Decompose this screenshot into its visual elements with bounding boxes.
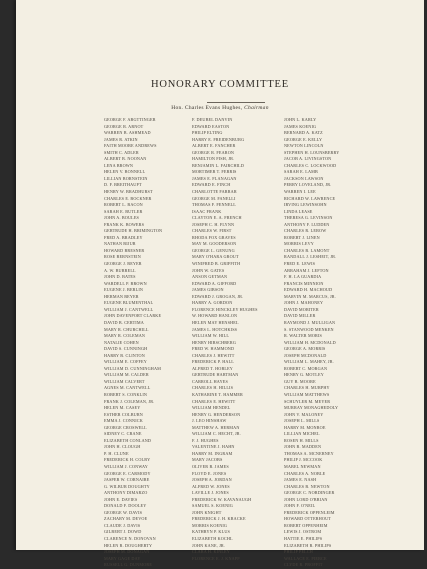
committee-member-name: GEORGE C. NORDINGER — [284, 490, 335, 496]
committee-member-name: LILLIAN MICHEL — [284, 431, 320, 437]
committee-member-name: CHARLES H. HILLIS — [192, 385, 234, 391]
committee-member-name: CHARLES H. MURPHY — [284, 385, 330, 391]
committee-member-name: JAMES E. FLANAGAN — [192, 175, 237, 181]
committee-member-name: EDWARD J. GROGAN, JR. — [192, 293, 244, 299]
committee-member-name: CHARLES E. HEWITT — [192, 398, 236, 404]
chairman-role: Chairman — [244, 105, 269, 111]
committee-member-name: DAVID MORITER — [284, 306, 319, 312]
committee-member-name: LILLIAN BORNSTEIN — [104, 175, 148, 181]
committee-member-name: CLARA H. KINLEY — [192, 549, 230, 555]
committee-member-name: CHARLES C. LOCKWOOD — [284, 162, 337, 168]
committee-member-name: JAMES GIBSON — [192, 287, 224, 293]
committee-member-name: HOWARD OTTERHOUT — [284, 516, 331, 522]
committee-member-name: MORRIS KOENIG — [192, 522, 228, 528]
committee-member-name: FLORENCE HINCKLEY HUGHES — [192, 306, 258, 312]
committee-member-name: FLOYD E. JONES — [192, 470, 227, 476]
committee-member-name: HARRY M. INGRAM — [192, 450, 233, 456]
committee-member-name: JOHN V. MALONEY — [284, 411, 324, 417]
committee-member-name: JOSEPH L. MILLS — [284, 418, 320, 424]
committee-member-name: DAVID B. CERTIMA — [104, 319, 144, 325]
committee-member-name: FRANCIS MINNION — [284, 280, 324, 286]
committee-member-name: JOHN LORD O'BRIAN — [284, 496, 328, 502]
committee-member-name: WILLIAM D. CUNNINGHAM — [104, 365, 161, 371]
committee-member-name: WALLACE E. PIERCE — [284, 555, 327, 561]
committee-member-name: SMITH C. ADLER — [104, 149, 139, 155]
committee-member-name: MARY GAGE DAY — [104, 555, 141, 561]
committee-member-name: JACKSON LAWSON — [284, 175, 324, 181]
committee-member-name: GERTRUDE HARTMAN — [192, 372, 239, 378]
committee-member-name: CHARLES R. LEROW — [284, 228, 327, 234]
committee-member-name: A. W. BURRELL — [104, 267, 136, 273]
committee-member-name: ROSEN H. MILLS — [284, 437, 319, 443]
committee-member-name: BENJAMIN L. FAIRCHILD — [192, 162, 245, 168]
committee-member-name: PHILIP ELTING — [192, 130, 223, 136]
committee-member-name: HENRY HIRSCHBERG — [192, 339, 237, 345]
committee-member-name: ABRAHAM J. LEFTON — [284, 267, 329, 273]
committee-member-name: CHARLES J. HEWITT — [192, 352, 235, 358]
committee-member-name: NATHAN BIJUR — [104, 241, 136, 247]
committee-member-name: JOHN DAVENPORT CLARKE — [104, 313, 162, 319]
committee-member-name: MAY M. GOODERSON — [192, 241, 237, 247]
committee-member-name: PERRY LOVELAND, JR. — [284, 182, 332, 188]
committee-member-name: JACOB A. LIVINGSTON — [284, 156, 332, 162]
committee-member-name: EDWARD H. MACHOUD — [284, 287, 333, 293]
committee-member-name: MORTIMER T. FERRIS — [192, 169, 237, 175]
committee-member-name: SIDNEY C. CRANE — [104, 431, 142, 437]
committee-member-name: MARY R. CHURCHILL — [104, 326, 149, 332]
committee-member-name: RANDALL J. LESHEIT, JR. — [284, 254, 337, 260]
committee-member-name: CHARLES B. NEWTON — [284, 483, 330, 489]
committee-member-name: ISAAC FRANK — [192, 208, 222, 214]
committee-member-name: ESTHER COLBURN — [104, 411, 143, 417]
name-column-2 — [192, 117, 258, 562]
committee-member-name: MARVIN M. MARCUS, JR. — [284, 293, 336, 299]
committee-member-name: MABEL NEWMAN — [284, 463, 321, 469]
committee-member-name: JOHN KNIGHT — [192, 509, 222, 515]
committee-member-name: KATHARINE T. HAMMER — [192, 391, 243, 397]
committee-member-name: D. F. BREITHAUPT — [104, 182, 142, 188]
committee-member-name: ANTHONY DIMARZO — [104, 490, 148, 496]
committee-member-name: HOWARD BRESNER — [104, 247, 145, 253]
committee-member-name: ROBERT J. LINEN — [284, 234, 320, 240]
committee-member-name: WARREN B. ASHMEAD — [104, 130, 151, 136]
committee-member-name: JAMES E. NASH — [284, 477, 317, 483]
committee-member-name: THERESA G. LEVINSON — [284, 215, 333, 221]
committee-member-name: GEORGE R. ARNOT — [104, 123, 144, 129]
committee-member-name: RICHARD W. LAWRENCE — [284, 195, 336, 201]
committee-member-name: R. WALTER MORIS — [284, 333, 322, 339]
committee-member-name: MATTHEW A. HERMAN — [192, 424, 240, 430]
committee-member-name: JOSEPH A. JORDAN — [192, 477, 232, 483]
committee-member-name: JAMES L. HOTCHKISS — [192, 326, 238, 332]
committee-member-name: SARAH E. LAMB — [284, 169, 318, 175]
committee-member-name: MARY JACOBS — [192, 457, 223, 463]
committee-member-name: GUY B. MOORE — [284, 378, 316, 384]
committee-member-name: WILLIAM J. CONWAY — [104, 463, 148, 469]
committee-member-name: VALENTINE J. HAHN — [192, 444, 235, 450]
committee-member-name: EUGENE BLUMENTHAL — [104, 300, 154, 306]
committee-member-name: DONALD F. DOOLEY — [104, 503, 147, 509]
committee-member-name: THOMAS F. FENNELL — [192, 202, 236, 208]
committee-member-name: WILLIAM L. MAHEY, JR. — [284, 359, 334, 365]
committee-member-name: GEORGE E. KELLY — [284, 136, 323, 142]
committee-member-name: MARY O'HARA GROUT — [192, 254, 239, 260]
committee-member-name: CLAUDE J. DAVIS — [104, 522, 141, 528]
committee-member-name: HELEN V. BONNELL — [104, 169, 146, 175]
committee-member-name: CARROLL HAYES — [192, 378, 228, 384]
committee-member-name: GEORGE E. CARMODY — [104, 470, 151, 476]
committee-member-name: EDWARD E. FINCH — [192, 182, 231, 188]
committee-member-name: RAYMOND J. MULLIGAN — [284, 319, 336, 325]
committee-member-name: CLYDE R. PROFFIT — [284, 562, 323, 568]
committee-member-name: HENRY G. MOTLEY — [284, 372, 324, 378]
committee-member-name: KATHRYN P. KLUS — [192, 529, 230, 535]
committee-member-name: GEORGE R. FEARON — [192, 149, 235, 155]
committee-member-name: FRANK K. BOWERS — [104, 221, 145, 227]
committee-member-name: MORRIS LEVY — [284, 241, 314, 247]
committee-member-name: HERMAN BEYER — [104, 293, 139, 299]
committee-member-name: RHODA FOX GRAVES — [192, 234, 236, 240]
committee-member-name: ROBERT S. CONKLIN — [104, 391, 148, 397]
committee-member-name: SAMUEL S. KOENIG — [192, 503, 233, 509]
committee-member-name: LEWIS J. OSTROM — [284, 529, 322, 535]
committee-member-name: WARDELL P. BROWN — [104, 280, 147, 286]
committee-member-name: FRED W. HAMMOND — [192, 346, 235, 352]
committee-member-name: JOHN H. CLOUGH — [104, 444, 141, 450]
committee-member-name: GEORGE A. MORRIS — [284, 346, 326, 352]
committee-member-name: GERTRUDE H. BRIMINGTON — [104, 228, 163, 234]
page-title: HONORARY COMMITTEE — [151, 79, 289, 90]
committee-member-name: ALBERT E. FANCHER — [192, 143, 236, 149]
committee-member-name: ALBERT B. NOONAN — [104, 156, 147, 162]
committee-member-name: HARRY E. FREIDENBURG — [192, 136, 245, 142]
committee-member-name: JOHN J. MAHONEY — [284, 300, 324, 306]
committee-member-name: HARRY M. MONROE — [284, 424, 326, 430]
title-divider — [207, 102, 265, 103]
committee-member-name: LINDA LEASE — [284, 208, 313, 214]
committee-member-name: EMMA J. CONNICK — [104, 418, 143, 424]
committee-member-name: ROSE BERNSTEIN — [104, 254, 141, 260]
committee-member-name: JOSEPH MCDONALD — [284, 352, 327, 358]
committee-member-name: JOHN KANE, JR. — [192, 542, 226, 548]
committee-member-name: BERNARD A. KATZ — [284, 130, 323, 136]
committee-member-name: SCHUYLER M. MEYER — [284, 398, 331, 404]
committee-member-name: WILLIAM E. COFFEY — [104, 359, 147, 365]
committee-member-name: JASPER W. CORNAIRE — [104, 477, 150, 483]
committee-member-name: ELIZABETH R. PHILIPS — [284, 542, 332, 548]
committee-member-name: ANSON GETMAN — [192, 274, 228, 280]
committee-member-name: F. H. LA GUARDIA — [284, 274, 322, 280]
committee-member-name: HATTIE E. PHILIPS — [284, 536, 323, 541]
committee-member-name: GEORGE CROSWELL — [104, 424, 147, 430]
committee-member-name: ALFRED T. HOBLEY — [192, 365, 233, 371]
chairman-name: Hon. Charles Evans Hughes, — [171, 105, 243, 111]
committee-member-name: IRVING LEWINSOHN — [284, 202, 327, 208]
committee-member-name: SARAH E. BUTLER — [104, 208, 143, 214]
committee-member-name: FREDERICK P. HALL — [192, 359, 234, 365]
committee-member-name: GEORGE J. BEYER — [104, 261, 142, 267]
committee-member-name: HAMILTON FISH, JR. — [192, 156, 235, 162]
committee-member-name: P. H. CLUNE — [104, 450, 129, 456]
committee-member-name: CLARENCE N. DONOVAN — [104, 536, 156, 541]
committee-member-name: WILLIAM CALVERT — [104, 378, 145, 384]
committee-member-name: FRANK J. COLEMAN, JR. — [104, 398, 155, 404]
committee-member-name: HELEN M. CASEY — [104, 405, 141, 411]
committee-member-name: W. HOWARD HANLON — [192, 313, 238, 319]
committee-member-name: JOSEPH C. H. FLYNN — [192, 221, 235, 227]
committee-member-name: ELIZABETH CONLAND — [104, 437, 152, 443]
committee-member-name: WARREN I. LEE — [284, 189, 316, 195]
committee-member-name: HENRY W. BRADHURST — [104, 189, 153, 195]
committee-member-name: ROBERT C. MORGAN — [284, 365, 328, 371]
committee-member-name: GEORGE W. DAVIS — [104, 509, 143, 515]
committee-member-name: FREDERICK OPPENLEIM — [284, 509, 335, 515]
committee-member-name: GEORGE F. ABGTTINGER — [104, 117, 156, 122]
committee-member-name: JOHN B. MADDEN — [284, 444, 322, 450]
committee-member-name: ROBERT OPPENHEIM — [284, 522, 328, 528]
document-page — [16, 0, 424, 568]
committee-member-name: FRED E. LEWIS — [284, 261, 316, 267]
committee-member-name: CHARLES W. FIRST — [192, 228, 232, 234]
committee-member-name: HARRY B. CLINTON — [104, 352, 145, 358]
committee-member-name: EDWARD A. GIFFORD — [192, 280, 237, 286]
committee-member-name: EDWARD EASTON — [192, 123, 230, 129]
committee-member-name: CHARLES E. BOCKNER — [104, 195, 152, 201]
committee-member-name: DAVID MILLER — [284, 313, 316, 319]
committee-member-name: MARY R. COLEMAN — [104, 333, 146, 339]
committee-member-name: WILLIAM HENDEL — [192, 405, 231, 411]
committee-member-name: J. LEO HINSHAW — [192, 418, 227, 424]
committee-member-name: OLIVER B. JAMES — [192, 463, 229, 469]
committee-member-name: WILLIAM M. CALDER — [104, 372, 149, 378]
committee-member-name: F. DEUBEL DANVIN — [192, 117, 233, 122]
committee-member-name: LENA BROWN — [104, 162, 134, 168]
committee-member-name: ROBERT L. BACON — [104, 202, 143, 208]
committee-member-name: JOHN D. BATES — [104, 274, 136, 280]
committee-member-name: HARRY A. GORDON — [192, 300, 233, 306]
committee-member-name: PHILIP PELCH — [284, 549, 313, 555]
committee-member-name: EUGENE J. BERLIN — [104, 287, 144, 293]
committee-member-name: PHILIP J. MCCOOK — [284, 457, 323, 463]
committee-member-name: G. WILBUR DOUGHTY — [104, 483, 150, 489]
committee-member-name: MURRAY MONAGHEDOLY — [284, 405, 339, 411]
committee-member-name: HENRY G. HENDERSON — [192, 411, 241, 417]
committee-member-name: JOHN A. BOULES — [104, 215, 140, 221]
committee-member-name: THOMAS A. MCNERNEY — [284, 450, 334, 456]
committee-member-name: WILLIAM MATTHEWS — [284, 391, 330, 397]
committee-member-name: CHARLOTTE FARRAR — [192, 189, 237, 195]
committee-member-name: HELEN MAY HENSHEL — [192, 319, 239, 325]
committee-member-name: GILBERT J. DOWD — [104, 529, 142, 535]
committee-member-name: JOSEPH M. DONAGAN — [104, 549, 150, 555]
committee-member-name: ZACHARY M. DEVOE — [104, 516, 148, 522]
committee-member-name: LAVILLE J. JONES — [192, 490, 229, 496]
committee-member-name: WILLIAM W. HILL — [192, 333, 230, 339]
committee-member-name: FLORENCE E. J. KNAPP — [192, 555, 240, 561]
committee-member-name: S. STANWOOD MENKEN — [284, 326, 334, 332]
committee-member-name: WILLIAM J. CANTWELL — [104, 306, 154, 312]
committee-member-name: FREDERICK J. H. KRACKE — [192, 516, 246, 522]
committee-member-name: AGNES M. CANTWELL — [104, 385, 151, 391]
committee-member-name: JAMES KOENIG — [284, 123, 317, 129]
committee-member-name: RUSSELL G. DUNMORE — [104, 562, 153, 568]
committee-member-name: GEORGE M. FANELLI — [192, 195, 236, 201]
committee-member-name: FREDERICK H. COLBY — [104, 457, 151, 463]
chairman-line — [16, 105, 424, 111]
committee-member-name: CHARLES A. NOBLE — [284, 470, 326, 476]
committee-member-name: STEPHEN H. LOUNSBERRY — [284, 149, 340, 155]
committee-member-name: JOHN F. O'NEIL — [284, 503, 316, 509]
name-column-3 — [284, 117, 339, 569]
committee-member-name: JOHN E. DAVIES — [104, 496, 138, 502]
committee-member-name: HELEN R. DOUGHERTY — [104, 542, 153, 548]
committee-member-name: F. J. HUGHES — [192, 437, 219, 443]
committee-member-name: GEORGE L. GENUNG — [192, 247, 235, 253]
committee-member-name: WILLIAM H. MCDONALD — [284, 339, 336, 345]
committee-member-name: NEWTON LINCOLN — [284, 143, 324, 149]
committee-member-name: DAVID S. CUNNINGH — [104, 346, 148, 352]
committee-member-name: CLAYTON E. A. FRENCH — [192, 215, 242, 221]
committee-member-name: ANTHONY F. LUDDEN — [284, 221, 330, 227]
committee-member-name: FRED A. BRADLEY — [104, 234, 143, 240]
committee-member-name: ELIZABETH KOCHL — [192, 536, 233, 541]
committee-member-name: JOHN L. KARLY — [284, 117, 317, 122]
committee-member-name: FAITH MOORE ANDREWS — [104, 143, 157, 149]
committee-member-name: JOHN W. GATES — [192, 267, 225, 273]
committee-member-name: CHARLES B. LAMONT — [284, 247, 330, 253]
committee-member-name: NATALIE COHEN — [104, 339, 139, 345]
committee-member-name: ALFRED W. JONES — [192, 483, 230, 489]
committee-member-name: WILLIAM C. HECHT, JR. — [192, 431, 241, 437]
committee-member-name: WINIFRED B. GRIFFITH — [192, 261, 241, 267]
committee-member-name: JAMES R. ATKIN — [104, 136, 138, 142]
name-column-1 — [104, 117, 162, 569]
committee-member-name: FREDERICK W. KAVANAUGH — [192, 496, 252, 502]
